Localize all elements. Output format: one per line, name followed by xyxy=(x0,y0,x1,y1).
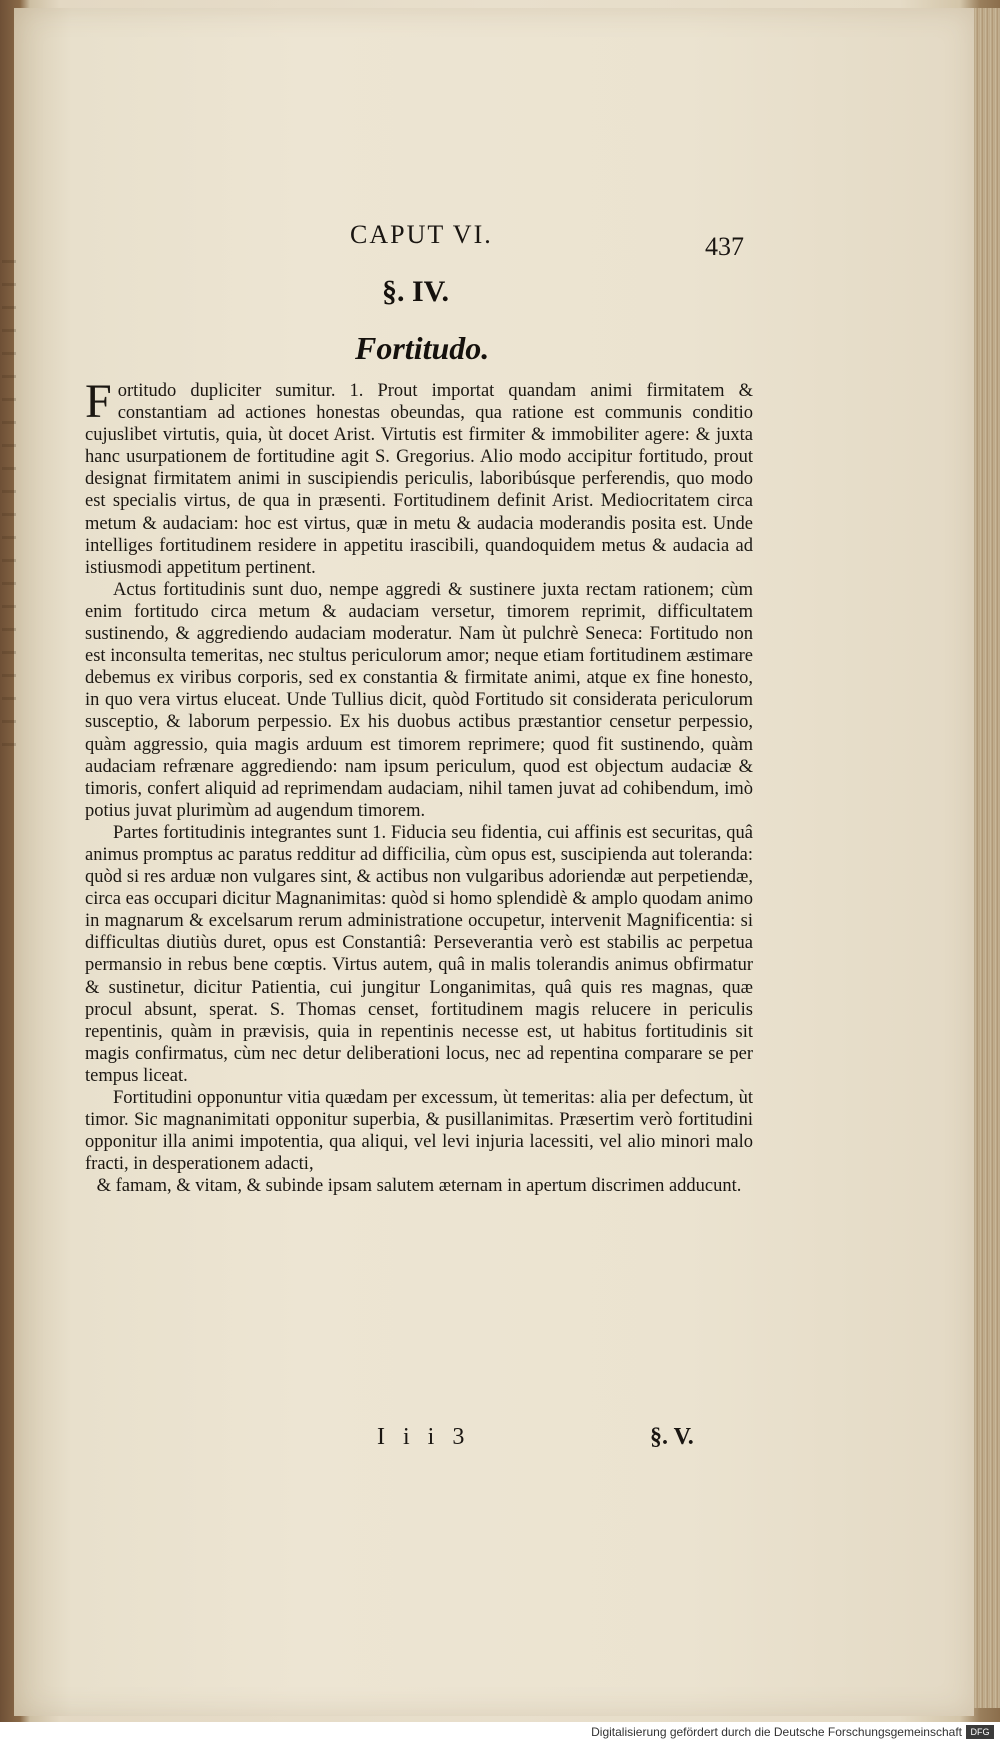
paragraph-4: Fortitudini opponuntur vitia quædam per excessum, ùt temeritas: alia per defectum, ùt timor. Sic magnanimitati opponitur superbia, & pusillanimitas. Præsertim verò fortitudini opponitur illa animi impotentia, qua aliqui, vel levi injuria lacessiti, vel alio minori malo fracti, in desperationem adacti, xyxy=(85,1088,753,1175)
running-head: CAPUT VI. xyxy=(350,220,493,249)
body-text xyxy=(85,375,753,1197)
section-mark: §. IV. xyxy=(382,275,449,308)
signature-mark: I i i 3 xyxy=(377,1424,471,1450)
page-edges xyxy=(974,8,1000,1708)
paragraph-2: Actus fortitudinis sunt duo, nempe aggredi & sustinere juxta rectam rationem; cùm enim fortitudo circa metum & audaciam versetur, timorem reprimit, difficultatem sustinendo, & aggrediendo audaciam moderatur. Nam ùt pulchrè Seneca: Fortitudo non est inconsulta temeritas, nec stultus periculorum amor; neque etiam fortitudinem æstimare debemus ex viribus corporis, sed ex constantia & firmitate animi, atque ex fine honesto, in quo vera virtus eluceat. Unde Tullius dicit, quòd Fortitudo sit considerata periculorum susceptio, & laborum perpessio. Ex his duobus actibus præstantior censetur perpessio, quàm aggressio, quia magis arduum est timorem reprimere; quod fit sustinendo, quàm audaciam refrænare aggrediendo: nam ipsum periculum, quod est objectum audaciæ & timoris, confert aliquid ad reprimendam audaciam, nihil tamen juvat ad cohibendum, imò potius juvat plurimùm ad augendum timorem. xyxy=(85,579,753,821)
catchword: §. V. xyxy=(650,1424,694,1450)
drop-cap: F xyxy=(85,375,112,428)
paragraph-1 xyxy=(85,375,753,579)
section-title: Fortitudo. xyxy=(355,330,490,366)
paragraph-1-text: ortitudo dupliciter sumitur. 1. Prout importat quandam animi firmitatem & constantiam ad actiones honestas obeundas, qua ratione est communis conditio cujuslibet virtutis, quia, ùt docet Arist. Virtutis est firmiter & immobiliter agere: & juxta hanc usurpationem de fortitudine agit S. Gregorius. Alio modo accipitur fortitudo, prout designat firmitatem animi in suscipiendis periculis, laboribúsque perferendis, quo modo est specialis virtus, de qua in præsenti. Fortitudinem definit Arist. Mediocritatem circa metum & audaciam: hoc est virtus, quæ in metu & audacia moderandis posita est. Unde intelliges fortitudinem residere in appetitu irascibili, quandoquidem metus & audacia ad istiusmodi appetitum pertinent. xyxy=(85,381,753,578)
footer-credit: Digitalisierung gefördert durch die Deutsche Forschungsgemeinschaft xyxy=(591,1725,962,1739)
dfg-logo: DFG xyxy=(966,1725,994,1739)
page-number: 437 xyxy=(705,232,744,261)
paragraph-3: Partes fortitudinis integrantes sunt 1. Fiducia seu fidentia, cui affinis est securitas, quâ animus promptus ac paratus redditur ad difficilia, cùm opus est, suscipienda aut toleranda: quòd si res arduæ non vulgares sint, & actibus non vulgaribus adoriendæ aut perpetiendæ, circa eas occupari dicitur Magnanimitas: quòd si homo splendidè & amplo quodam animo in magnarum & excelsarum rerum administratione occupetur, intervenit Magnificentia: si difficultas diutiùs duret, opus est Constantiâ: Perseverantia verò est stabilis ac perpetua permansio in rebus bene cœptis. Virtus autem, quâ in malis tolerandis animus obfirmatur & sustinetur, dicitur Patientia, cui jungitur Longanimitas, quâ quis res magnas, quæ procul absunt, sperat. S. Thomas censet, fortitudinem magis relucere in periculis repentinis, quàm in prævisis, quia in repentinis necesse est, ut habitus fortitudinis sit magis confirmatus, cùm nec detur deliberationi locus, nec ad repentina comparare se per tempus liceat. xyxy=(85,822,753,1086)
facing-page-edge xyxy=(2,260,16,760)
closing-lines: & famam, & vitam, & subinde ipsam salutem æternam in apertum discrimen adducunt. xyxy=(96,1176,742,1197)
